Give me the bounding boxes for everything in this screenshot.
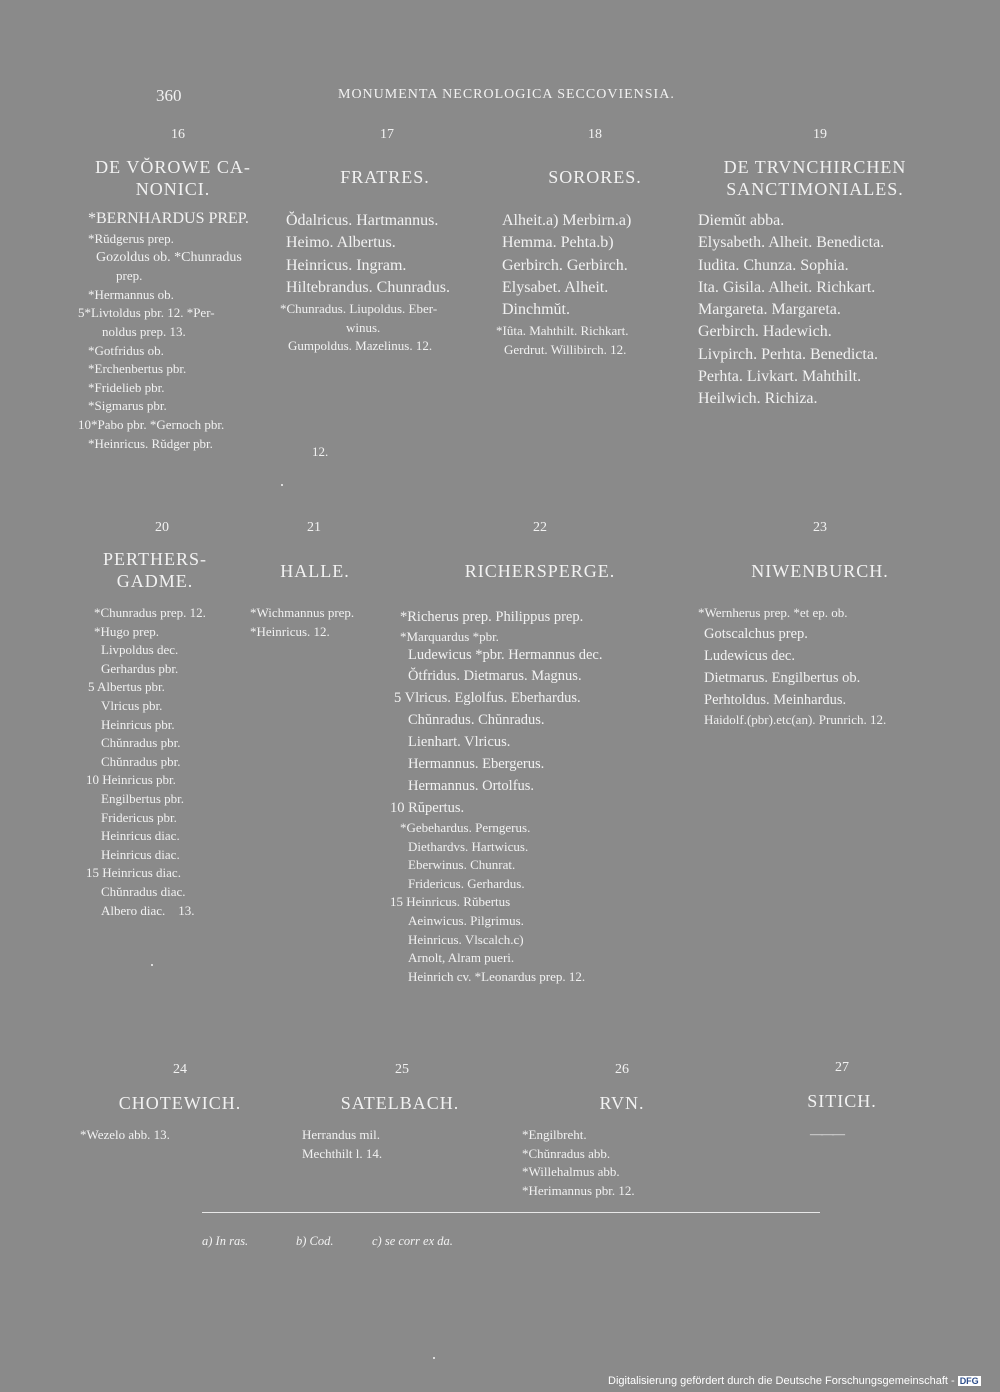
entry: *Hermannus ob. (88, 286, 174, 302)
section-27-empty-dash: ——— (810, 1126, 843, 1141)
section-title-22: RICHERSPERGE. (464, 561, 616, 581)
entry: Diemŭt abba. (698, 212, 785, 229)
dfg-logo: DFG (959, 1376, 979, 1387)
entry: *Heinricus. 12. (250, 623, 330, 639)
entry: *Iûta. Mahthilt. Richkart. (496, 323, 629, 338)
entry: Eberwinus. Chunrat. (408, 857, 516, 873)
entry: Heilwich. Richiza. (698, 390, 818, 408)
entry: Chŭnradus pbr. (101, 735, 181, 751)
entry: Alheit.a) Merbirn.a) (502, 212, 632, 229)
entry: Chŭnradus. Chŭnradus. (408, 712, 545, 728)
section-24-entries (80, 1126, 170, 1145)
entry: Iudita. Chunza. Sophia. (698, 256, 849, 274)
entry: 10*Pabo pbr. *Gernoch pbr. (78, 416, 225, 432)
section-number-27: 27 (835, 1060, 849, 1075)
entry: Chŭnradus diac. (101, 883, 186, 899)
printing-speck (151, 964, 153, 966)
section-title-18: SORORES. (548, 167, 642, 187)
section-title-17: FRATRES. (340, 167, 430, 187)
entry: Margareta. Margareta. (698, 301, 841, 319)
entry: Hermannus. Ortolfus. (408, 778, 535, 794)
entry: *Gebehardus. Perngerus. (400, 820, 531, 835)
section-20-entries (86, 604, 206, 920)
entry: *Wernherus prep. *et ep. ob. (698, 605, 848, 620)
section-number-23: 23 (813, 520, 827, 535)
entry: Ŏdalricus. Hartmannus. (286, 212, 439, 229)
digitization-credit (608, 1375, 981, 1387)
entry: Mechthilt l. 14. (302, 1145, 383, 1161)
section-25-entries (302, 1126, 382, 1163)
entry: 15 Heinricus. Rŭbertus (390, 894, 511, 910)
entry: Gerdrut. Willibirch. 12. (504, 341, 627, 357)
entry: Fridericus pbr. (101, 809, 177, 825)
section-title-21: HALLE. (280, 561, 350, 581)
entry: 10 Heinricus pbr. (86, 772, 176, 788)
entry: Diethardvs. Hartwicus. (408, 838, 529, 854)
entry: Perhtoldus. Meinhardus. (704, 691, 847, 708)
entry: *Hugo prep. (94, 623, 159, 639)
entry: Fridericus. Gerhardus. (408, 875, 525, 891)
entry: Gerhardus pbr. (101, 660, 179, 676)
entry: Elysabeth. Alheit. Benedicta. (698, 234, 885, 252)
entry: Herrandus mil. (302, 1127, 380, 1142)
entry: Lienhart. Vlricus. (408, 734, 511, 750)
section-18-entries (502, 210, 631, 321)
entry: Hermannus. Ebergerus. (408, 756, 545, 772)
entry: *Erchenbertus pbr. (88, 361, 187, 377)
entry: Hemma. Pehta.b) (502, 234, 614, 252)
entry: 5 Vlricus. Eglolfus. Eberhardus. (394, 690, 581, 706)
entry: prep. (116, 268, 143, 284)
section-number-17: 17 (380, 127, 394, 142)
entry: noldus prep. 13. (102, 323, 186, 339)
entry: 5*Livtoldus pbr. 12. *Per- (78, 305, 215, 321)
entry: Dietmarus. Engilbertus ob. (704, 669, 861, 686)
entry: *Willehalmus abb. (522, 1164, 620, 1180)
entry: *Wichmannus prep. (250, 605, 355, 620)
entry: *BERNHARDUS PREP. (88, 210, 249, 227)
printing-speck (433, 1357, 435, 1359)
section-title-16: DE VŎROWE CA-NONICI. (95, 157, 251, 199)
entry: Ludewicus dec. (704, 647, 795, 664)
section-title-24: CHOTEWICH. (118, 1093, 242, 1113)
section-title-19: DE TRVNCHIRCHEN SANCTIMONIALES. (723, 157, 907, 199)
entry: Ŏtfridus. Dietmarus. Magnus. (408, 668, 582, 684)
section-19-entries (698, 210, 884, 411)
entry: *Gotfridus ob. (88, 342, 164, 358)
section-number-22: 22 (533, 520, 547, 535)
section-number-18: 18 (588, 127, 602, 142)
entry: *Rŭdgerus prep. (88, 231, 174, 246)
entry: Ludewicus *pbr. Hermannus dec. (408, 647, 603, 663)
entry: Heinrich cv. *Leonardus prep. 12. (408, 968, 586, 984)
entry: *Chunradus. Liupoldus. Eber- (280, 301, 438, 316)
section-number-16: 16 (171, 127, 185, 142)
section-title-27: SITICH. (807, 1091, 877, 1111)
entry: *Herimannus pbr. 12. (522, 1182, 635, 1198)
section-title-23: NIWENBURCH. (751, 561, 889, 581)
entry: *Chŭnradus abb. (522, 1145, 611, 1161)
entry: Heinricus. Ingram. (286, 256, 407, 274)
entry: Gotscalchus prep. (704, 625, 808, 642)
running-title: MONUMENTA NECROLOGICA SECCOVIENSIA. (338, 87, 675, 102)
section-number-21: 21 (307, 520, 321, 535)
entry: winus. (346, 319, 381, 335)
section-number-24: 24 (173, 1062, 187, 1077)
entry: Heinricus. Vlscalch.c) (408, 931, 524, 947)
entry: Gumpoldus. Mazelinus. 12. (288, 338, 433, 354)
footnote-rule (202, 1212, 820, 1213)
entry: 15 Heinricus diac. (86, 865, 181, 881)
entry: 10 Rŭpertus. (390, 800, 465, 816)
section-number-26: 26 (615, 1062, 629, 1077)
entry: Hiltebrandus. Chunradus. (286, 278, 450, 296)
entry: *Fridelieb pbr. (88, 379, 165, 395)
entry: Engilbertus pbr. (101, 790, 185, 806)
entry: Livpoldus dec. (101, 642, 179, 658)
entry: Aeinwicus. Pilgrimus. (408, 912, 524, 928)
credit-text: Digitalisierung gefördert durch die Deutsche Forschungsgemeinschaft - (608, 1375, 955, 1387)
section-23-entries (698, 604, 886, 729)
section-title-20: PERTHERS-GADME. (103, 549, 207, 591)
entry: *Engilbreht. (522, 1127, 587, 1142)
entry: *Sigmarus pbr. (88, 398, 167, 414)
entry: *Marquardus *pbr. (400, 629, 499, 644)
section-21-entries (250, 604, 354, 641)
printing-speck (281, 484, 283, 486)
section-number-19: 19 (813, 127, 827, 142)
entry: Dinchmŭt. (502, 301, 570, 319)
entry: Vlricus pbr. (101, 697, 163, 713)
section-16-entries (78, 208, 249, 453)
entry: *Richerus prep. Philippus prep. (400, 609, 584, 625)
entry: Albero diac. 13. (101, 902, 195, 918)
entry: Arnolt, Alram pueri. (408, 950, 515, 966)
footnote-c: c) se corr ex da. (372, 1234, 453, 1248)
entry: Livpirch. Perhta. Benedicta. (698, 345, 878, 363)
entry: Heimo. Albertus. (286, 234, 396, 252)
entry: Perhta. Livkart. Mahthilt. (698, 368, 862, 386)
entry: *Wezelo abb. 13. (80, 1127, 170, 1142)
entry: *Heinricus. Rŭdger pbr. (88, 435, 213, 451)
entry: Gozoldus ob. *Chunradus (96, 249, 242, 265)
entry: *Chunradus prep. 12. (94, 605, 206, 620)
section-17-closing: 12. (312, 444, 329, 459)
section-26-entries (522, 1126, 635, 1200)
entry: Heinricus pbr. (101, 716, 175, 732)
entry: Heinricus diac. (101, 828, 180, 844)
page-number: 360 (156, 86, 182, 105)
section-title-26: RVN. (599, 1093, 645, 1113)
entry: Gerbirch. Gerbirch. (502, 256, 628, 274)
entry: 5 Albertus pbr. (88, 679, 165, 695)
entry: Chŭnradus pbr. (101, 753, 181, 769)
section-number-20: 20 (155, 520, 169, 535)
entry: Heinricus diac. (101, 846, 180, 862)
section-17-entries-small (280, 300, 437, 356)
entry: Gerbirch. Hadewich. (698, 323, 832, 341)
section-title-25: SATELBACH. (340, 1093, 460, 1113)
footnote-a: a) In ras. (202, 1234, 249, 1248)
entry: Haidolf.(pbr).etc(an). Prunrich. 12. (704, 711, 887, 727)
section-22-entries (390, 606, 603, 986)
section-18-entries-small (496, 322, 629, 359)
section-17-entries (286, 210, 450, 299)
footnote-b: b) Cod. (296, 1234, 334, 1248)
entry: Ita. Gisila. Alheit. Richkart. (698, 278, 876, 296)
entry: Elysabet. Alheit. (502, 278, 609, 296)
section-number-25: 25 (395, 1062, 409, 1077)
